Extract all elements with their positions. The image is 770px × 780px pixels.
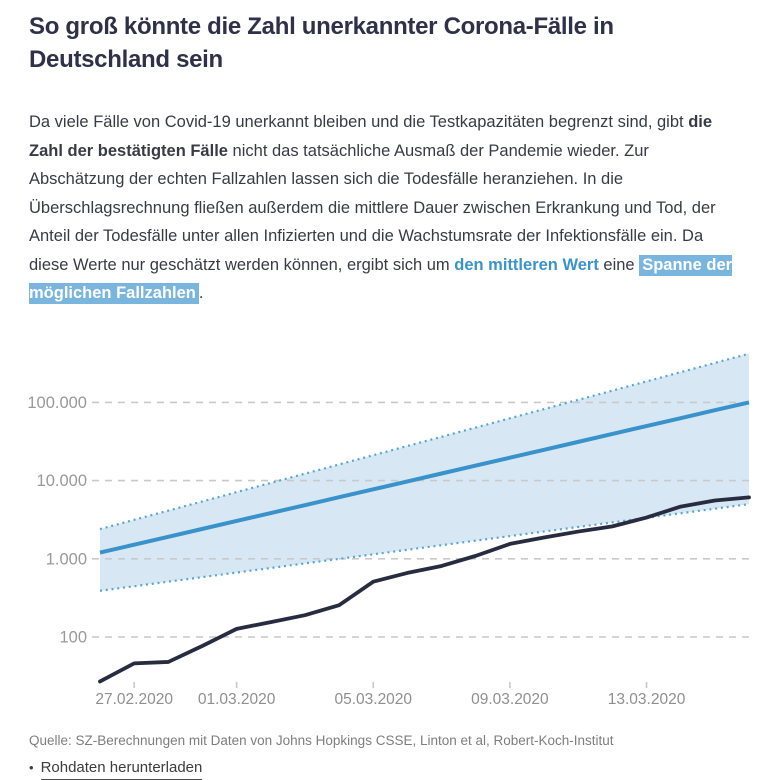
estimate-range-band [100,353,749,590]
legend-phrase-range-highlight: Spanne der möglichen Fallzahlen [29,255,733,302]
page-title: So groß könnte die Zahl unerkannter Corona-Fälle in Deutschland sein [29,13,614,73]
chart-canvas [0,330,770,710]
y-axis-tick-label: 1.000 [45,549,87,568]
paragraph-text: nicht das tatsächliche Ausmaß der Pandemie wieder. Zur Abschätzung der echten Fallzahlen lassen sich die Todesfälle heranziehen. In die Überschlagsrechnung fließen außerdem die mittlere Dauer zwischen Erkrankung und Tod, der Anteil der Todesfälle unter allen Infizierten und die Wachstumsrate der Infektionsfälle ein. Da diese Werte nur geschätzt werden können, ergibt sich um [29,141,716,274]
download-raw-data-link[interactable]: Rohdaten herunterladen [41,758,203,780]
x-axis-tick-label: 13.03.2020 [607,690,686,708]
y-axis-tick-label: 10.000 [36,471,87,490]
bullet-icon: • [29,759,34,775]
source-credit: Quelle: SZ-Berechnungen mit Daten von Johns Hopkings CSSE, Linton et al, Robert-Koch-Institut [29,732,614,748]
bold-phrase-confirmed-cases: die Zahl der bestätigten Fälle [29,113,713,160]
legend-phrase-mid-value: den mittleren Wert [454,255,599,274]
chart [0,330,770,710]
paragraph-text: Da viele Fälle von Covid-19 unerkannt bleiben und die Testkapazitäten begrenzt sind, gibt [29,113,689,131]
article [0,10,770,780]
x-axis-tick-label: 05.03.2020 [334,690,413,708]
x-axis-tick-label: 01.03.2020 [197,690,276,708]
y-axis-tick-label: 100 [59,628,87,646]
paragraph-text: . [198,284,204,302]
download-row [29,758,741,780]
x-axis-tick-label: 09.03.2020 [471,690,549,708]
y-axis-tick-label: 100.000 [27,393,87,412]
intro-paragraph [29,108,741,308]
x-axis-tick-label: 27.02.2020 [95,690,173,708]
paragraph-text: eine [598,255,640,274]
